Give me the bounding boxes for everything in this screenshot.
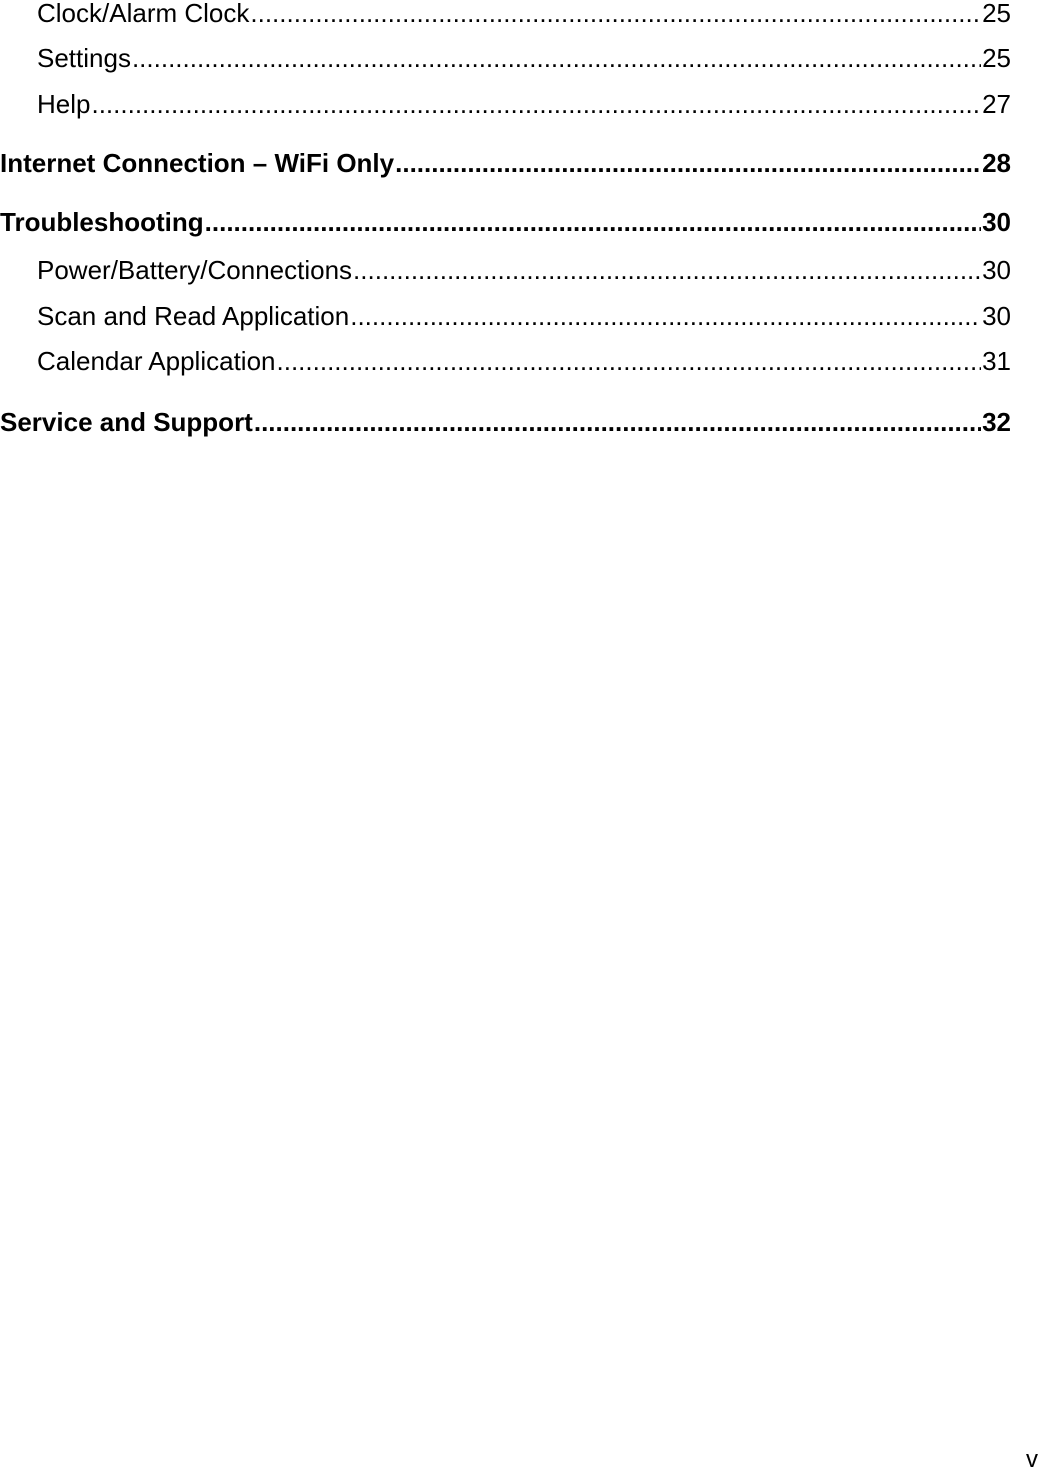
toc-entry-page: 27 (982, 89, 1011, 119)
toc-dot-leader (353, 254, 981, 286)
toc-dot-leader (250, 0, 981, 29)
toc-entry-clock-alarm-clock[interactable] (37, 0, 1011, 29)
toc-entry-troubleshooting[interactable] (0, 206, 1011, 238)
toc-entry-service-and-support[interactable] (0, 406, 1011, 438)
toc-entry-page: 25 (982, 43, 1011, 73)
toc-entry-page: 30 (982, 207, 1011, 237)
toc-entry-title: Internet Connection – WiFi Only (0, 148, 395, 178)
toc-dot-leader (91, 88, 981, 120)
toc-entry-title: Clock/Alarm Clock (37, 0, 250, 28)
toc-entry-page: 25 (982, 0, 1011, 28)
toc-entry-scan-and-read-application[interactable] (37, 300, 1011, 332)
toc-dot-leader (277, 345, 982, 377)
page-number: v (1026, 1446, 1038, 1473)
toc-dot-leader (395, 147, 981, 179)
toc-dot-leader (132, 42, 981, 74)
toc-entry-page: 32 (982, 407, 1011, 437)
toc-entry-internet-connection[interactable] (0, 147, 1011, 179)
toc-entry-title: Help (37, 89, 91, 119)
toc-entry-title: Power/Battery/Connections (37, 255, 353, 285)
toc-entry-page: 30 (982, 301, 1011, 331)
toc-entry-page: 28 (982, 148, 1011, 178)
toc-dot-leader (205, 206, 981, 238)
toc-entry-title: Service and Support (0, 407, 253, 437)
toc-entry-title: Settings (37, 43, 131, 73)
toc-entry-settings[interactable] (37, 42, 1011, 74)
toc-entry-title: Scan and Read Application (37, 301, 350, 331)
toc-entry-title: Troubleshooting (0, 207, 204, 237)
toc-dot-leader (254, 406, 981, 438)
toc-dot-leader (350, 300, 981, 332)
toc-entry-page: 30 (982, 255, 1011, 285)
toc-entry-page: 31 (982, 346, 1011, 376)
toc-entry-calendar-application[interactable] (37, 345, 1011, 377)
toc-entry-power-battery-connections[interactable] (37, 254, 1011, 286)
toc-entry-title: Calendar Application (37, 346, 276, 376)
toc-entry-help[interactable] (37, 88, 1011, 120)
